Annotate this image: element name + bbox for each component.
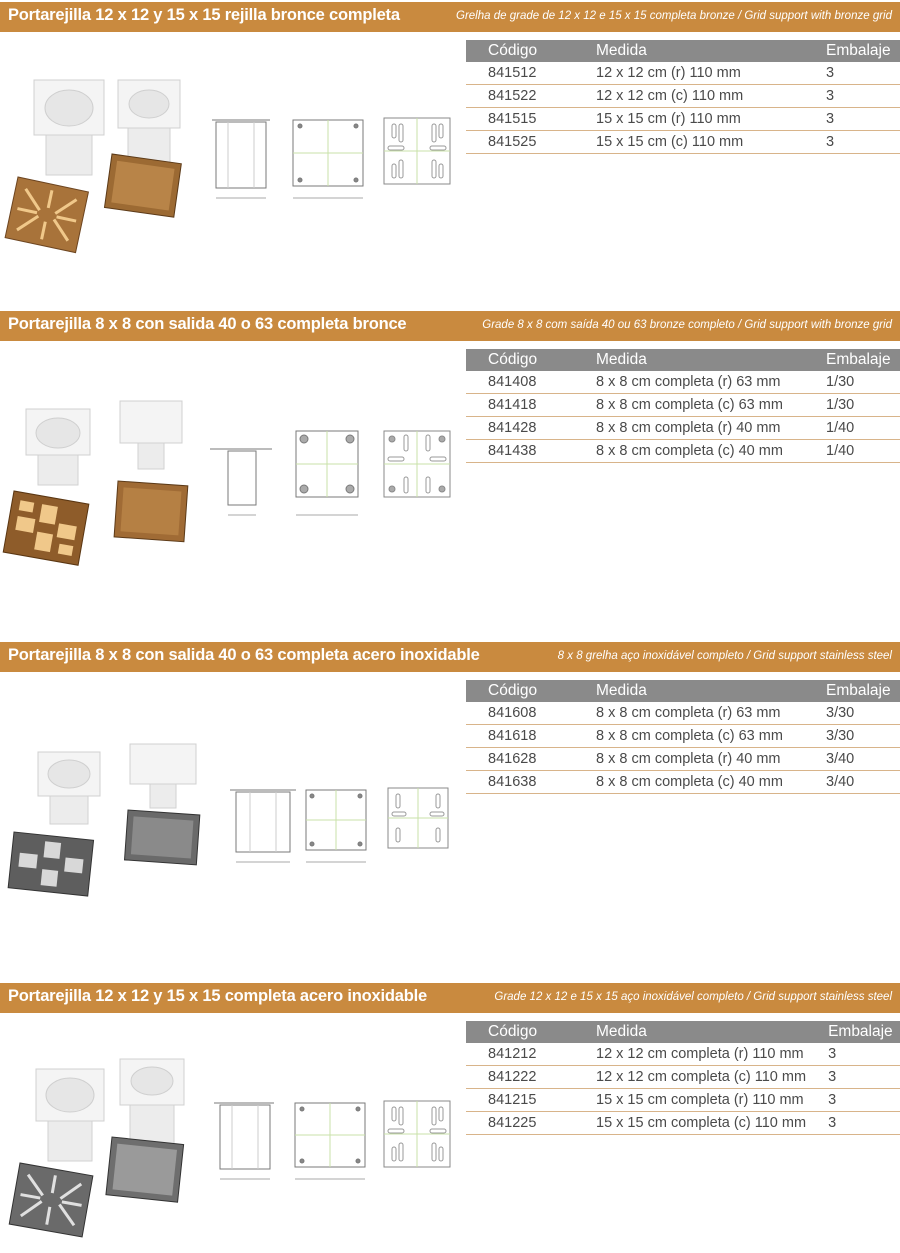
technical-drawing-top bbox=[306, 790, 366, 862]
product-illustration bbox=[0, 1023, 460, 1253]
cell-embalaje: 1/40 bbox=[804, 417, 900, 440]
cell-codigo: 841512 bbox=[466, 62, 574, 85]
technical-drawing-side bbox=[214, 1103, 274, 1179]
cell-medida: 15 x 15 cm (r) 110 mm bbox=[574, 108, 804, 131]
technical-drawing-grid bbox=[384, 431, 450, 497]
cell-medida: 12 x 12 cm (c) 110 mm bbox=[574, 85, 804, 108]
steel-grid-photo bbox=[8, 832, 93, 896]
section-title: Portarejilla 12 x 12 y 15 x 15 rejilla bronce completa bbox=[8, 6, 400, 24]
product-table bbox=[466, 349, 900, 463]
product-table bbox=[466, 1021, 900, 1135]
product-photos-and-drawings bbox=[0, 1023, 460, 1253]
cell-embalaje: 3/30 bbox=[804, 702, 900, 725]
cell-codigo: 841522 bbox=[466, 85, 574, 108]
cell-medida: 12 x 12 cm completa (c) 110 mm bbox=[574, 1066, 806, 1089]
cell-codigo: 841408 bbox=[466, 371, 574, 394]
table-header-row bbox=[466, 40, 900, 62]
table-row bbox=[466, 702, 900, 725]
column-header-codigo: Código bbox=[466, 40, 574, 62]
product-photos-and-drawings bbox=[0, 42, 460, 272]
cell-codigo: 841418 bbox=[466, 394, 574, 417]
technical-drawing-grid bbox=[384, 1101, 450, 1167]
section-title: Portarejilla 8 x 8 con salida 40 o 63 completa acero inoxidable bbox=[8, 646, 480, 664]
white-body-photo bbox=[38, 752, 100, 824]
product-illustration bbox=[0, 42, 460, 272]
technical-drawing-side bbox=[230, 790, 296, 862]
column-header-medida: Medida bbox=[574, 680, 804, 702]
column-header-embalaje: Embalaje bbox=[804, 680, 900, 702]
product-illustration bbox=[0, 682, 460, 912]
technical-drawing-top bbox=[296, 431, 358, 515]
cell-medida: 15 x 15 cm (c) 110 mm bbox=[574, 131, 804, 154]
table-row bbox=[466, 748, 900, 771]
cell-medida: 8 x 8 cm completa (c) 40 mm bbox=[574, 440, 804, 463]
section-subtitle: Grade 8 x 8 com saída 40 ou 63 bronze completo / Grid support with bronze grid bbox=[482, 319, 892, 331]
cell-medida: 8 x 8 cm completa (r) 63 mm bbox=[574, 702, 804, 725]
cell-medida: 12 x 12 cm completa (r) 110 mm bbox=[574, 1043, 806, 1066]
cell-embalaje: 1/30 bbox=[804, 394, 900, 417]
white-body-photo bbox=[118, 80, 180, 168]
column-header-embalaje: Embalaje bbox=[804, 40, 900, 62]
column-header-medida: Medida bbox=[574, 1021, 806, 1043]
cell-embalaje: 1/30 bbox=[804, 371, 900, 394]
table-row bbox=[466, 108, 900, 131]
section-header-bar bbox=[0, 311, 900, 341]
table-row bbox=[466, 371, 900, 394]
table-row bbox=[466, 131, 900, 154]
technical-drawing-top bbox=[293, 120, 363, 198]
column-header-codigo: Código bbox=[466, 349, 574, 371]
cell-embalaje: 1/40 bbox=[804, 440, 900, 463]
table-header-row bbox=[466, 1021, 900, 1043]
cell-embalaje: 3 bbox=[804, 131, 900, 154]
section-header-bar bbox=[0, 642, 900, 672]
table-header-row bbox=[466, 349, 900, 371]
product-table bbox=[466, 680, 900, 794]
cell-codigo: 841628 bbox=[466, 748, 574, 771]
cell-embalaje: 3/40 bbox=[804, 771, 900, 794]
technical-drawing-grid bbox=[388, 788, 448, 848]
cell-codigo: 841215 bbox=[466, 1089, 574, 1112]
cell-codigo: 841212 bbox=[466, 1043, 574, 1066]
section-title: Portarejilla 12 x 12 y 15 x 15 completa acero inoxidable bbox=[8, 987, 427, 1005]
cell-codigo: 841428 bbox=[466, 417, 574, 440]
cell-medida: 8 x 8 cm completa (c) 63 mm bbox=[574, 394, 804, 417]
product-table bbox=[466, 40, 900, 154]
cell-codigo: 841222 bbox=[466, 1066, 574, 1089]
cell-medida: 8 x 8 cm completa (c) 40 mm bbox=[574, 771, 804, 794]
technical-drawing-top bbox=[295, 1103, 365, 1179]
cell-codigo: 841608 bbox=[466, 702, 574, 725]
cell-medida: 15 x 15 cm completa (r) 110 mm bbox=[574, 1089, 806, 1112]
cell-medida: 8 x 8 cm completa (r) 40 mm bbox=[574, 748, 804, 771]
white-body-photo bbox=[34, 80, 104, 175]
table-row bbox=[466, 394, 900, 417]
technical-drawing-side bbox=[210, 449, 272, 515]
column-header-medida: Medida bbox=[574, 349, 804, 371]
technical-drawing-grid bbox=[384, 118, 450, 184]
table-row bbox=[466, 1089, 900, 1112]
section-title: Portarejilla 8 x 8 con salida 40 o 63 completa bronce bbox=[8, 315, 407, 333]
column-header-codigo: Código bbox=[466, 680, 574, 702]
product-photos-and-drawings bbox=[0, 351, 460, 581]
table-row bbox=[466, 440, 900, 463]
cell-embalaje: 3 bbox=[804, 62, 900, 85]
cell-embalaje: 3 bbox=[806, 1089, 900, 1112]
cell-embalaje: 3/30 bbox=[804, 725, 900, 748]
cell-codigo: 841638 bbox=[466, 771, 574, 794]
steel-grid-photo bbox=[9, 1163, 93, 1237]
steel-plate-photo bbox=[125, 810, 200, 865]
column-header-embalaje: Embalaje bbox=[806, 1021, 900, 1043]
bronze-grid-photo bbox=[5, 177, 88, 253]
column-header-embalaje: Embalaje bbox=[804, 349, 900, 371]
section-subtitle: 8 x 8 grelha aço inoxidável completo / Grid support stainless steel bbox=[557, 650, 892, 662]
cell-medida: 12 x 12 cm (r) 110 mm bbox=[574, 62, 804, 85]
bronze-grid-photo bbox=[3, 491, 89, 565]
technical-drawing-side bbox=[212, 120, 270, 198]
column-header-codigo: Código bbox=[466, 1021, 574, 1043]
cell-codigo: 841618 bbox=[466, 725, 574, 748]
table-row bbox=[466, 1112, 900, 1135]
table-row bbox=[466, 725, 900, 748]
section-subtitle: Grade 12 x 12 e 15 x 15 aço inoxidável completo / Grid support stainless steel bbox=[494, 991, 892, 1003]
cell-embalaje: 3 bbox=[806, 1112, 900, 1135]
cell-medida: 8 x 8 cm completa (c) 63 mm bbox=[574, 725, 804, 748]
cell-medida: 15 x 15 cm completa (c) 110 mm bbox=[574, 1112, 806, 1135]
table-row bbox=[466, 1043, 900, 1066]
product-illustration bbox=[0, 351, 460, 581]
table-row bbox=[466, 1066, 900, 1089]
cell-codigo: 841515 bbox=[466, 108, 574, 131]
cell-embalaje: 3 bbox=[804, 85, 900, 108]
table-header-row bbox=[466, 680, 900, 702]
section-subtitle: Grelha de grade de 12 x 12 e 15 x 15 completa bronze / Grid support with bronze grid bbox=[456, 10, 892, 22]
table-row bbox=[466, 771, 900, 794]
white-body-photo bbox=[26, 409, 90, 485]
cell-embalaje: 3 bbox=[806, 1043, 900, 1066]
product-photos-and-drawings bbox=[0, 682, 460, 912]
white-body-photo bbox=[36, 1069, 104, 1161]
white-body-photo bbox=[120, 401, 182, 469]
cell-embalaje: 3 bbox=[806, 1066, 900, 1089]
column-header-medida: Medida bbox=[574, 40, 804, 62]
white-body-photo bbox=[130, 744, 196, 808]
cell-medida: 8 x 8 cm completa (r) 63 mm bbox=[574, 371, 804, 394]
section-header-bar bbox=[0, 2, 900, 32]
steel-plate-photo bbox=[106, 1137, 184, 1202]
section-header-bar bbox=[0, 983, 900, 1013]
bronze-plate-photo bbox=[114, 481, 188, 542]
cell-embalaje: 3 bbox=[804, 108, 900, 131]
bronze-plate-photo bbox=[104, 154, 181, 217]
white-body-photo bbox=[120, 1059, 184, 1147]
cell-medida: 8 x 8 cm completa (r) 40 mm bbox=[574, 417, 804, 440]
cell-codigo: 841438 bbox=[466, 440, 574, 463]
cell-codigo: 841525 bbox=[466, 131, 574, 154]
table-row bbox=[466, 62, 900, 85]
cell-embalaje: 3/40 bbox=[804, 748, 900, 771]
cell-codigo: 841225 bbox=[466, 1112, 574, 1135]
table-row bbox=[466, 85, 900, 108]
table-row bbox=[466, 417, 900, 440]
